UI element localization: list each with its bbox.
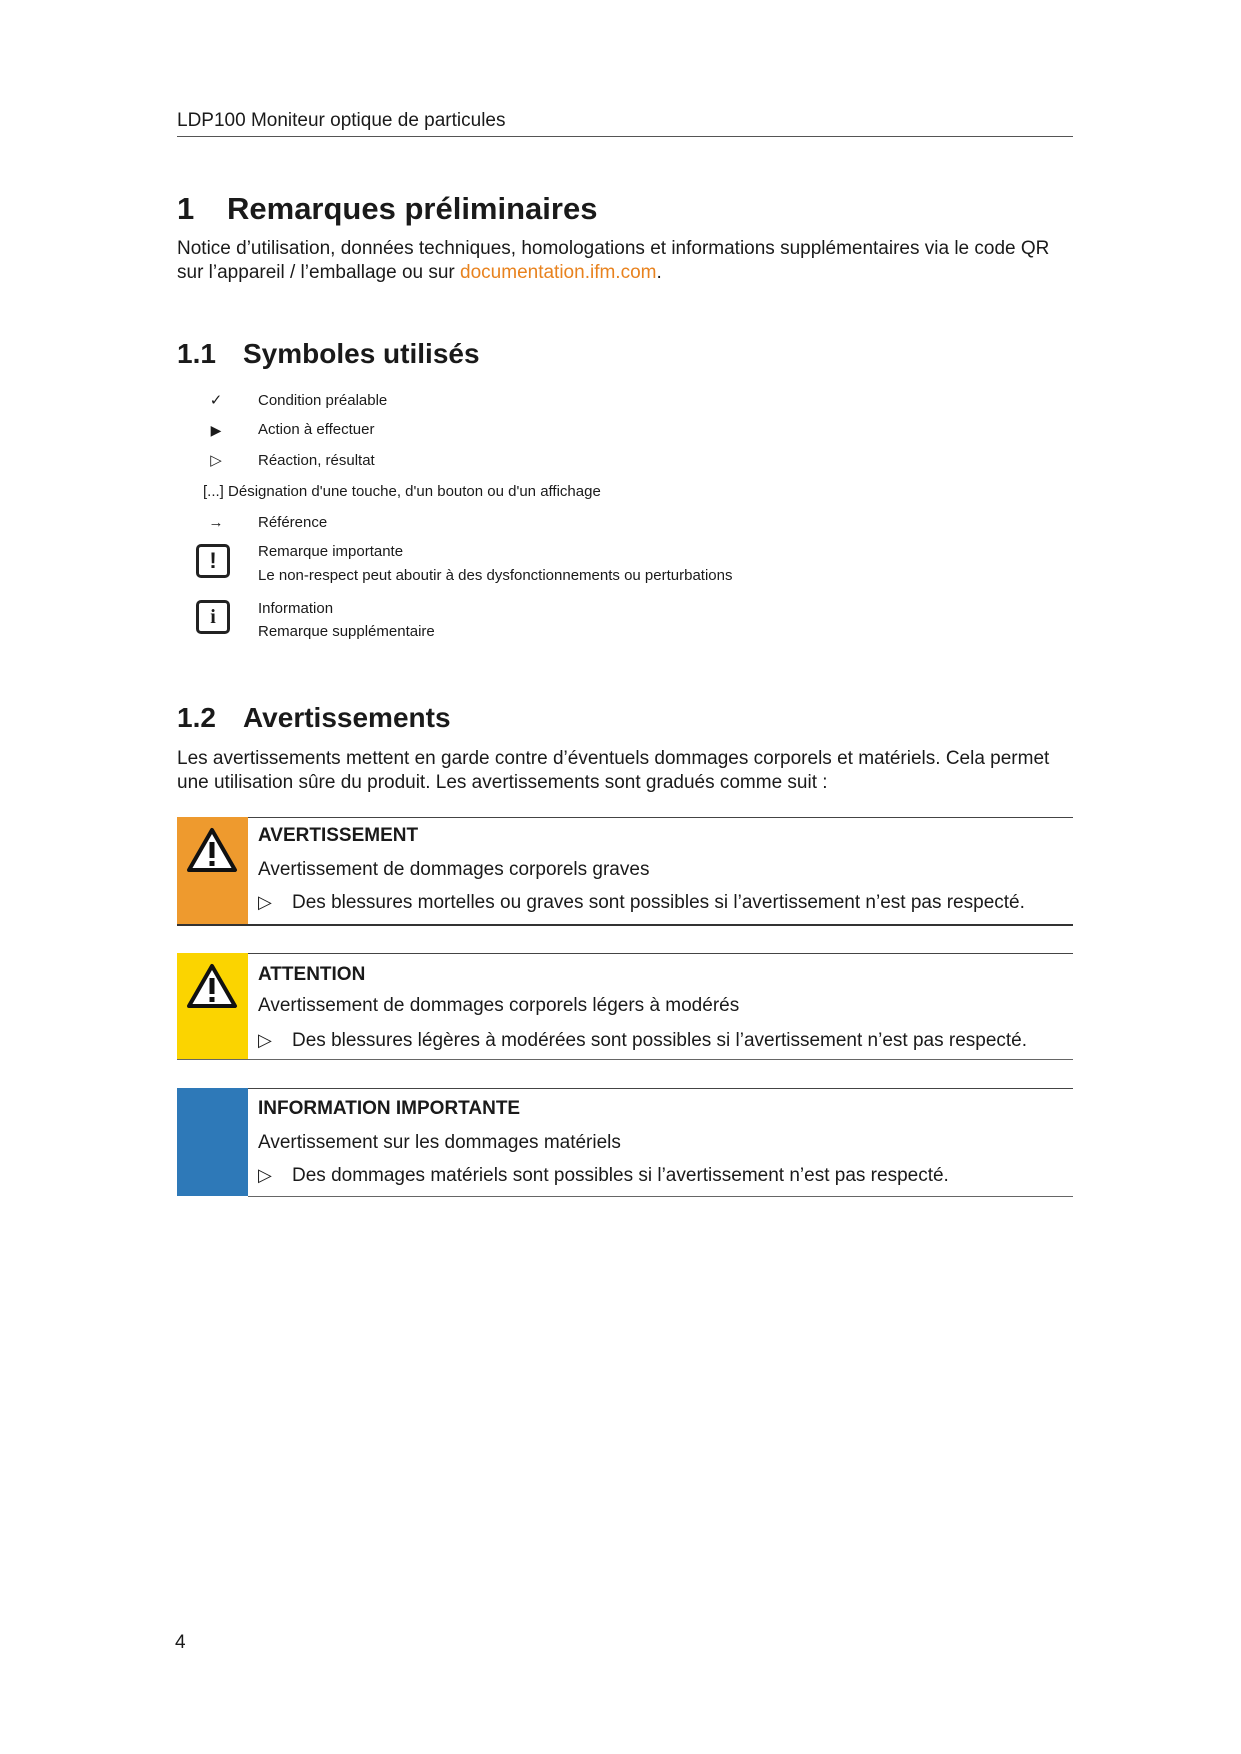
section-1-number: 1 bbox=[177, 191, 195, 226]
outline-arrow-icon: ▷ bbox=[210, 452, 222, 469]
warning-title: ATTENTION bbox=[258, 964, 366, 985]
section-1-2-paragraph: Les avertissements mettent en garde contre d’éventuels dommages corporels et matériels. Cela permet une utilisation sûre du produit. Les avertissements sont gradués comme suit : bbox=[177, 748, 1050, 793]
warning-top-rule bbox=[248, 953, 1073, 954]
warning-triangle-icon bbox=[186, 827, 238, 873]
warning-top-rule bbox=[248, 1088, 1073, 1089]
warning-block-attention bbox=[177, 953, 1073, 1061]
result-arrow-icon: ▷ bbox=[258, 1030, 272, 1050]
warning-result: Des blessures légères à modérées sont possibles si l’avertissement n’est pas respecté. bbox=[292, 1030, 1028, 1051]
warning-description: Avertissement de dommages corporels graves bbox=[258, 859, 650, 880]
warning-block-avertissement bbox=[177, 817, 1073, 927]
section-1-2-number: 1.2 bbox=[177, 702, 216, 733]
symbol-label: Action à effectuer bbox=[258, 421, 375, 438]
warning-bottom-rule bbox=[177, 1059, 1073, 1060]
symbol-sublabel: Remarque supplémentaire bbox=[258, 623, 435, 640]
section-1-2-title: Avertissements bbox=[243, 702, 451, 733]
symbol-label: Information bbox=[258, 600, 334, 617]
section-1-1-number: 1.1 bbox=[177, 338, 216, 369]
warning-result: Des dommages matériels sont possibles si l’avertissement n’est pas respecté. bbox=[292, 1165, 949, 1186]
section-1-text-end: . bbox=[656, 262, 662, 283]
section-1-1-heading bbox=[177, 338, 480, 370]
information-icon: i bbox=[196, 600, 230, 634]
symbol-label: Condition préalable bbox=[258, 392, 388, 409]
important-note-icon: ! bbox=[196, 544, 230, 578]
warning-result: Des blessures mortelles ou graves sont possibles si l’avertissement n’est pas respecté. bbox=[292, 892, 1025, 913]
symbol-label: Réaction, résultat bbox=[258, 452, 375, 469]
warning-title: AVERTISSEMENT bbox=[258, 825, 419, 846]
warning-color-bar bbox=[177, 1088, 248, 1196]
section-1-title: Remarques préliminaires bbox=[227, 191, 598, 226]
warning-triangle-icon bbox=[186, 963, 238, 1009]
section-1-1-title: Symboles utilisés bbox=[243, 338, 480, 369]
checkmark-icon: ✓ bbox=[209, 392, 223, 409]
symbol-label: Désignation d'une touche, d'un bouton ou d'un affichage bbox=[228, 483, 601, 500]
warning-bottom-rule bbox=[248, 1196, 1073, 1197]
symbol-label: Remarque importante bbox=[258, 543, 404, 560]
symbol-sublabel: Le non-respect peut aboutir à des dysfonctionnements ou perturbations bbox=[258, 567, 733, 584]
symbol-label: Référence bbox=[258, 514, 328, 531]
symbol-row-button-designation bbox=[203, 481, 601, 503]
warning-top-rule bbox=[248, 817, 1073, 818]
documentation-link[interactable]: documentation.ifm.com bbox=[460, 262, 657, 283]
header-divider bbox=[177, 136, 1073, 137]
section-1-paragraph bbox=[177, 237, 1077, 285]
warning-title: INFORMATION IMPORTANTE bbox=[258, 1098, 521, 1119]
section-1-heading bbox=[177, 191, 597, 227]
result-arrow-icon: ▷ bbox=[258, 1165, 272, 1185]
warning-description: Avertissement de dommages corporels légers à modérés bbox=[258, 995, 740, 1016]
page-number: 4 bbox=[175, 1632, 186, 1653]
section-1-text: Notice d’utilisation, données techniques, homologations et informations supplémentaires via le code QR sur l’appareil / l’emballage ou sur bbox=[177, 238, 1050, 283]
section-1-2-heading bbox=[177, 702, 451, 734]
warning-block-information-importante bbox=[177, 1088, 1073, 1198]
running-header: LDP100 Moniteur optique de particules bbox=[177, 110, 506, 131]
play-arrow-icon: ▶ bbox=[210, 422, 222, 438]
warning-bottom-rule bbox=[177, 924, 1073, 926]
brackets-icon: [...] bbox=[203, 483, 224, 500]
result-arrow-icon: ▷ bbox=[258, 892, 272, 912]
reference-arrow-icon: → bbox=[208, 514, 224, 531]
warning-description: Avertissement sur les dommages matériels bbox=[258, 1132, 621, 1153]
